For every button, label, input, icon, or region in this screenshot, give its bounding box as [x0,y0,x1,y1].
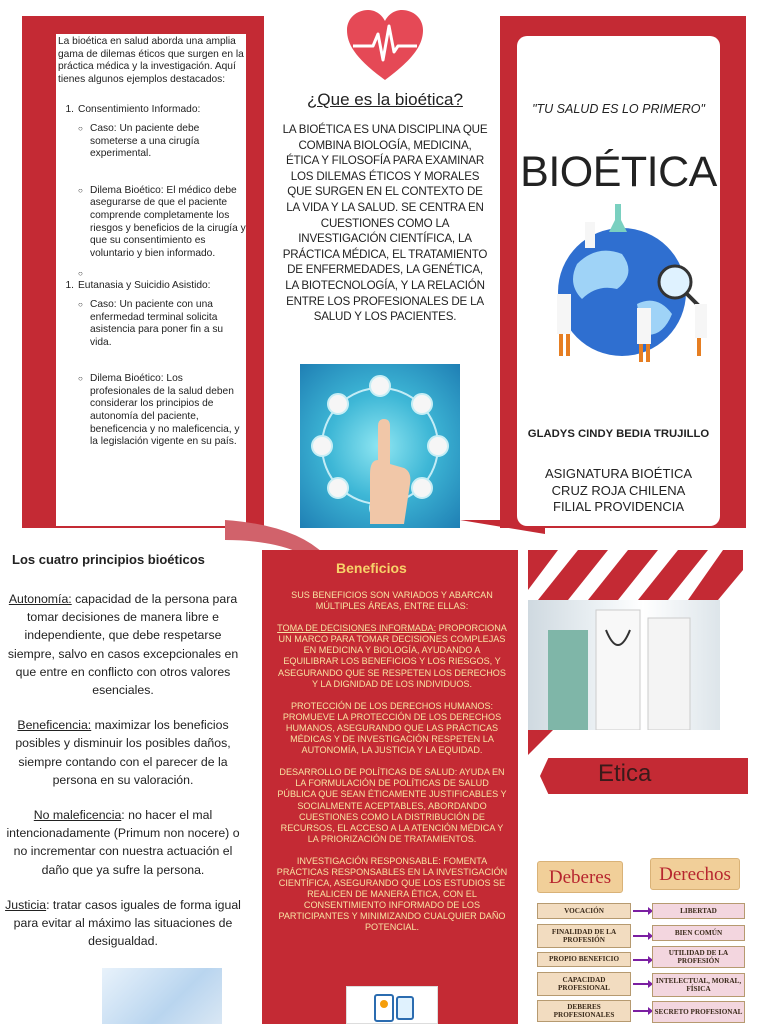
derecho-item: UTILIDAD DE LA PROFESIÓN [652,946,745,968]
cover-title: BIOÉTICA [520,148,717,196]
globe-scientists-illustration [527,204,722,364]
arrow-right-icon [633,910,651,912]
dilemma-text: ○ Dilema Bioético: Los profesionales de la salud deben considerar los principios de autonomía del paciente, beneficencia y no maleficencia, y la legislación vigente en su país. [78,373,240,448]
benefits-panel [262,550,518,1024]
arrow-right-icon [633,959,651,961]
principle-beneficence: Beneficencia: maximizar los beneficios posibles y disminuir los posibles daños, siempre contando con el parecer de la persona en su valoración. [15,718,231,787]
deber-item: CAPACIDAD PROFESIONAL [537,972,631,996]
deber-item: DEBERES PROFESIONALES [537,1000,631,1022]
benefit-item: DESARROLLO DE POLÍTICAS DE SALUD: AYUDA EN LA FORMULACIÓN DE POLÍTICAS DE SALUD PÚBLICA QUE SEAN ÉTICAMENTE JUSTIFICABLES Y SOCIALMENTE ACEPTABLES, ABORDANDO CUESTIONES COMO LA DISTRIBUCIÓN DE RECURSOS, EL ACCESO A LA ATENCIÓN MÉDICA Y LA PRIORIZACIÓN DE TRATAMIENTOS. [277,767,507,844]
cover-card [517,36,720,526]
benefits-intro: SUS BENEFICIOS SON VARIADOS Y ABARCAN MÚLTIPLES ÁREAS, ENTRE ELLAS: [291,590,493,612]
cover-panel [500,16,746,528]
principle-nonmaleficence: No maleficencia: no hacer el mal intencionadamente (Primum non nocere) o no incrementar con nuestra actuación el daño que ya sufre la persona. [6,808,240,877]
deber-item: FINALIDAD DE LA PROFESIÓN [537,924,631,948]
derecho-item: INTELECTUAL, MORAL, FÍSICA [652,973,745,997]
dilemma-item-title: 1. Eutanasia y Suicidio Asistido: [65,280,211,292]
principles-title: Los cuatro principios bioéticos [12,552,205,567]
laboratory-image [102,968,222,1024]
dilemma-item-title: 1. Consentimiento Informado: [65,104,201,116]
dilemma-case: ○ Caso: Un paciente debe someterse a una cirugía experimental. [78,122,200,160]
heart-pulse-icon [345,8,425,88]
deber-item: PROPIO BENEFICIO [537,952,631,967]
arrow-right-icon [633,983,651,985]
arrow-right-icon [633,1010,651,1012]
cover-quote: "TU SALUD ES LO PRIMERO" [532,102,705,116]
author-name: GLADYS CINDY BEDIA TRUJILLO [527,428,710,440]
doctors-image [528,600,720,730]
medical-records-icon [346,986,438,1024]
benefits-body [276,590,508,945]
arrow-right-icon [633,935,651,937]
benefit-item: INVESTIGACIÓN RESPONSABLE: FOMENTA PRÁCTICAS RESPONSABLES EN LA INVESTIGACIÓN CIENTÍFICA, ASEGURANDO QUE LOS ESTUDIOS SE REALICEN DE MANERA ÉTICA, CON EL CONSENTIMIENTO INFORMADO DE LOS PARTICIPANTES Y MINIMIZANDO CUALQUIER DAÑO POTENCIAL. [276,855,508,933]
empty-bullet: ○ [78,269,83,279]
dilemma-text: ○ Dilema Bioético: El médico debe asegurarse de que el paciente comprende completamente los riesgos y beneficios de la cirugía y que su consentimiento es voluntario y bien informado. [78,184,246,259]
derecho-item: SECRETO PROFESIONAL [652,1001,745,1023]
deber-item: VOCACIÓN [537,903,631,919]
what-is-bioethics-body: LA BIOÉTICA ES UNA DISCIPLINA QUE COMBINA BIOLOGÍA, MEDICINA, ÉTICA Y FILOSOFÍA PARA EXAMINAR LOS DILEMAS ÉTICOS Y MORALES QUE SURGEN EN EL CONTEXTO DE LA VIDA Y LA SALUD. SE CENTRA EN CUESTIONES COMO LA INVESTIGACIÓN CIENTÍFICA, LA PRÁCTICA MÉDICA, EL TRATAMIENTO DE ENFERMEDADES, LA GENÉTICA, LA BIOTECNOLOGÍA, Y LA RELACIÓN ENTRE LOS PROFESIONALES DE LA SALUD Y LOS PACIENTES. [282,123,488,324]
course-info: ASIGNATURA BIOÉTICA CRUZ ROJA CHILENA FILIAL PROVIDENCIA [544,466,693,514]
derechos-label: Derechos [650,858,740,890]
science-touch-image [300,364,460,528]
derecho-item: BIEN COMÚN [652,925,745,941]
benefit-item: TOMA DE DECISIONES INFORMADA: PROPORCIONA UN MARCO PARA TOMAR DECISIONES COMPLEJAS EN MEDICINA Y BIOLOGÍA, AYUDANDO A EQUILIBRAR LOS BENEFICIOS Y LOS RIESGOS, Y ASEGURANDO QUE SE RESPETEN LOS DERECHOS Y LA DIGNIDAD DE LOS INDIVIDUOS. [277,623,507,689]
dilemmas-panel [22,16,264,528]
dilemma-case: ○ Caso: Un paciente con una enfermedad terminal solicita asistencia para poner fin a su vida. [78,298,224,348]
deberes-label: Deberes [537,861,623,893]
dilemmas-card [56,34,246,526]
what-is-bioethics-title: ¿Que es la bioética? [307,90,463,109]
dilemmas-intro: La bioética en salud aborda una amplia gama de dilemas éticos que surgen en la práctica médica y la investigación. Aquí tienes algunos ejemplos destacados: [58,36,244,85]
principle-justice: Justicia: tratar casos iguales de forma igual para evitar al máximo las situaciones de desigualdad. [5,897,241,949]
benefit-item: PROTECCIÓN DE LOS DERECHOS HUMANOS: PROMUEVE LA PROTECCIÓN DE LOS DERECHOS HUMANOS, ASEGURANDO QUE LAS PRÁCTICAS MÉDICAS Y DE INVESTIGACIÓN RESPETEN LA AUTONOMÍA, LA JUSTICIA Y LA EQUIDAD. [282,700,502,756]
benefits-title: Beneficios [336,560,407,576]
etica-title: Etica [598,760,652,787]
principles-list [4,590,242,967]
derecho-item: LIBERTAD [652,903,745,919]
principle-autonomy: Autonomía: capacidad de la persona para tomar decisiones de manera libre e independiente, que debe respetarse siempre, salvo en casos excepcionales en que entre en conflicto con otros valores esenciales. [7,592,239,698]
